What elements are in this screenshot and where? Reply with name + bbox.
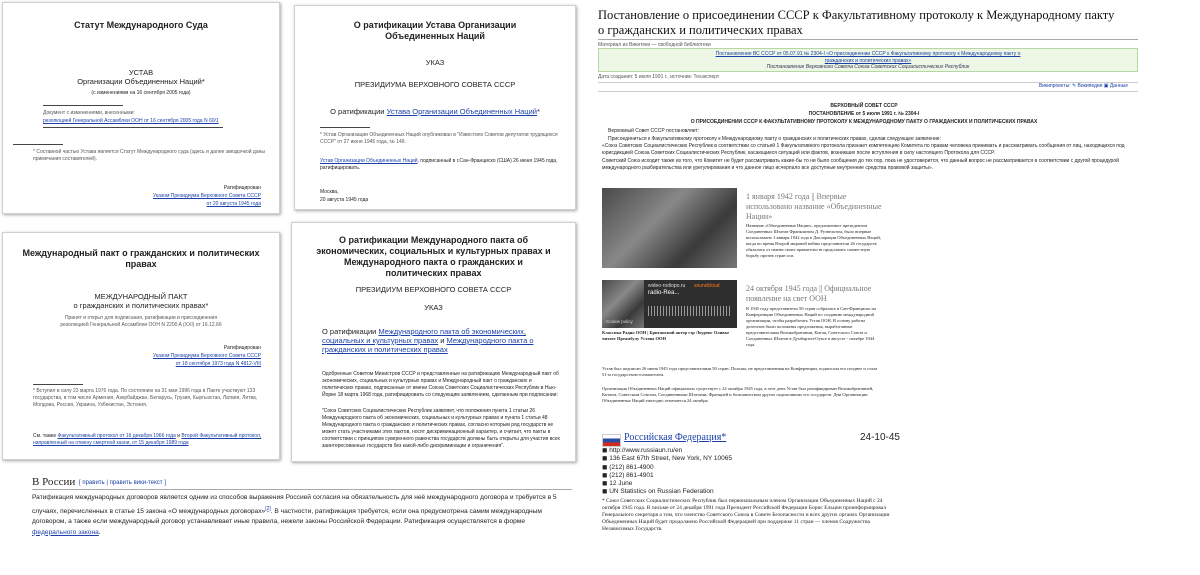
header-box (598, 48, 1138, 72)
footnote: * Вступил в силу 23 марта 1976 года. По состоянию на 31 мая 1996 года в Пакте участвуют 133 государства, в том числе Армения, Азербайджан, Беларусь, Грузия, Кыргызстан, Латвия, Литва, Молдова, Россия, Украина, Узбекистан, Эстония. (33, 388, 258, 408)
card-title: О ратификации Устава Организации Объединенных Наций (353, 20, 517, 41)
website-url[interactable]: http://www.russiaun.ru/en (609, 447, 683, 454)
calendar-icon: ◼ (602, 480, 610, 488)
national-day: 12 June (609, 480, 633, 488)
body-line-3: «Союз Советских Социалистических Республик в соответствии со статьей 1 Факультативного протокола признает компетенцию Комитета по правам человека принимать и рассматривать сообщения от лиц, находящихся под юрисдикцией Союза Советских Социалистических Республик, касающиеся ситуаций или фактов, возникших после вступления в силу настоящего Протокола для СССР. (602, 143, 1125, 156)
soundcloud-button[interactable]: soundcloud (694, 283, 720, 289)
document-card-covenants-ratification[interactable] (291, 222, 576, 462)
date-label: 20 августа 1945 года (320, 197, 369, 203)
body-line-2: Присоединиться к Факультативному протоколу к Международному пакту о гражданских и политических правах, сделав следующее заявление: (608, 136, 941, 142)
ratified-date-link[interactable]: от 18 сентября 1973 года N 4812-VIII (175, 361, 261, 367)
ukaz-label: УКАЗ (425, 58, 445, 67)
source-line: Материал из Викитеки — свободной библиотеки (598, 42, 711, 48)
cookie-policy-link[interactable]: Cookie policy (606, 319, 633, 324)
russia-flag-icon (602, 434, 621, 447)
globe-icon: ◼ (602, 447, 610, 454)
separator (33, 384, 83, 385)
charter-link[interactable]: Устава Организации Объединенных Наций (386, 107, 537, 116)
body-line-4: Советский Союз исходит также из того, что Комитет не будет рассматривать какие-бы то ни было сообщения до тех пор, пока не удостоверится, что данный вопрос не рассматривается в соответствии с другой процедурой международного разбирательства или урегулирования и что данное лицо исчерпало все доступные внутренние средства правовой защиты». (602, 158, 1119, 171)
doc-changes-label: Документ с изменениями, внесенными: (43, 110, 135, 116)
see-also-prefix: См. также (33, 433, 58, 439)
doc-heading-org: Организации Объединенных Наций* (77, 77, 205, 86)
city-label: Москва, (320, 189, 339, 195)
separator (320, 127, 370, 128)
doc-changes-link[interactable]: резолюцией Генеральной Ассамблеи ООН от 16 сентября 2005 года N 60/1 (43, 118, 219, 124)
separator (43, 127, 223, 128)
membership-date: 24-10-45 (859, 432, 900, 443)
membership-note: * Союз Советских Социалистических Республик был первоначальным членом Организации Объединенных Наций с 24 октября 1945 года. В письме от 24 декабря 1991 года Президент Российской Федерации Борис Ельцин проинформировал Генерального секретаря о том, что членство Советского Союза в Совете Безопасности и всех других органах Организации Объединенных Наций будет продолжено Российской Федерацией при поддержке 11 стран — членов Содружества Независимых Государств. (602, 498, 890, 532)
ratified-link[interactable]: Указом Президиума Верховного Совета СССР (152, 193, 261, 199)
footnote: * Составной частью Устава является Статут Международного суда (здесь и далее звездочкой даны примечания составителей). (33, 149, 265, 162)
location-icon: ◼ (602, 455, 610, 463)
waveform (648, 306, 732, 316)
text-part-1: Ратификация международных договоров является одним из способов выражения Россией согласия на обязательность для неё международного договора и требуется в 5 случаях, перечисленных в статье 15 закона «О международных договорах» (32, 494, 557, 515)
text-end: . (98, 528, 101, 536)
charter-body-link[interactable]: Устав Организации Объединенных Наций (320, 158, 418, 164)
text-part-2: . В частности, ратификация требуется, если она предусмотрена самим международным договором, а также если международный договор устанавливает иные правила, нежели законы Российской Федерации. Ратификация осуществляется в форме (32, 507, 542, 526)
body-paragraph-4: Организация Объединенных Наций официально существует с 24 октября 1945 года, в этот день Устав был ратифицирован Великобританией, Китаем, Советским Союзом, Соединенными Штатами, Францией и большинством других подписавших его государств. Дни Организации Объединенных Наций ежегодно отмечается 24 октября. (602, 386, 874, 403)
info-list (602, 447, 732, 497)
body-text (320, 158, 560, 172)
country-link[interactable]: Российская Федерация* (624, 432, 727, 443)
video-site: wideo-rodiopo.ru (648, 283, 686, 289)
paragraph-2: "Союз Советских Социалистических Республик заявляет, что положения пункта 1 статьи 26 Международного пакта об экономических, социальных и культурных правах и пункта 1 статьи 48 Международного пакта о гражданских и политических правах, согласно которым ряд государств не может стать участниками этих пактов, носят дискриминационный характер, и считает, что пакты в соответствии с принципом суверенного равенства государств должны быть открыты для участия всех заинтересованных государств без какой-либо дискриминации и ограничения". (322, 408, 561, 449)
ratification-suffix: * (536, 107, 540, 116)
phone-1: (212) 861-4900 (609, 463, 654, 471)
section-heading: В России (32, 476, 76, 488)
section-heading-1945: 24 октября 1945 года || Официальное появление на свет ООН (746, 284, 872, 303)
un-declaration-photo (602, 188, 737, 268)
section-edit-links[interactable]: [ править | править вики-текст ] (79, 480, 166, 486)
wikisource-page[interactable] (590, 2, 1198, 214)
created-line: Дата создания: 5 июля 1991 г., источник: Техэксперт (598, 74, 720, 80)
header-box-title[interactable]: Постановление ВС СССР от 05.07.91 № 2304-I «О присоединении СССР к Факультативному протоколу к Международному пакту о гражданских и политических правах» (715, 51, 1021, 64)
video-title: radio-Rea... (648, 290, 680, 296)
ratified-label: Ратифицирован (223, 185, 261, 191)
ratification-line (295, 107, 575, 116)
section-heading-1942: 1 января 1942 года || Впервые использовано название «Объединенные Нации» (746, 192, 882, 221)
doc-heading-ustav: УСТАВ (128, 68, 154, 77)
stats-link[interactable]: UN Statistics on Russian Federation (609, 488, 714, 496)
ratified-date-link[interactable]: от 20 августа 1945 года (206, 201, 261, 207)
un-history-article[interactable] (600, 186, 885, 411)
phone-row-1 (602, 464, 732, 472)
doc-heading-1: ВЕРХОВНЫЙ СОВЕТ СССР (830, 103, 898, 109)
website-row[interactable] (602, 447, 732, 455)
doc-heading-2: ПОСТАНОВЛЕНИЕ от 5 июля 1991 г. № 2304-I (808, 111, 920, 117)
doc-heading-pakt: МЕЖДУНАРОДНЫЙ ПАКТ (94, 292, 188, 301)
phone-2: (212) 861-4901 (609, 471, 654, 479)
ratification-mid: и (438, 336, 447, 345)
video-player[interactable] (602, 280, 737, 328)
ratification-prefix: О ратификации (322, 327, 379, 336)
ratification-prefix: О ратификации (330, 107, 387, 116)
national-day-row (602, 480, 732, 488)
see-also-mid: и (175, 433, 182, 439)
phone-row-2 (602, 472, 732, 480)
fax-icon: ◼ (602, 471, 610, 479)
section-body-1942: Название «Объединенные Нации», предложенное президентом Соединенных Штатов Франклином Д. Рузвельтом, было впервые использовано 1 января 1942 года в Декларации Объединенных Наций, когда во время Второй мировой войны представители 26 государств обязались от имени своих правительств продолжать совместную борьбу против стран оси. (746, 223, 881, 258)
second-protocol-link[interactable]: Второй Факультативный протокол, направленный на отмену смертной казни, от 15 декабря 1989 года (33, 433, 262, 446)
chart-icon: ◼ (602, 488, 610, 496)
footnote: * Устав Организации Объединенных Наций опубликован в "Известиях Советов депутатов трудящихся СССР" от 27 июня 1945 года, № 149. (320, 132, 558, 145)
doc-heading-amend: (с изменениями на 16 сентября 2005 года) (91, 90, 191, 96)
document-card-un-charter[interactable] (2, 2, 280, 214)
separator (598, 91, 1138, 92)
wikipedia-section-russia[interactable] (27, 473, 577, 543)
body-paragraph-3: Устав был подписан 26 июня 1945 года представителями 50 стран. Польша, не представленная на Конференции, подписала его позднее и стала 51-м государством-основателем. (602, 366, 878, 377)
federal-law-link[interactable]: федерального закона (32, 528, 99, 536)
adopted-text: Принят и открыт для подписания, ратификации и присоединения резолюцией Генеральной Ассамблеи ООН N 2200 A (XXI) от 16.12.66 (60, 315, 222, 328)
presidium-label: ПРЕЗИДИУМА ВЕРХОВНОГО СОВЕТА СССР (354, 80, 516, 89)
section-text (32, 493, 567, 538)
body-rest: , подписанный в г.Сан-Франциско (США) 26 июня 1945 года, ратифицировать. (320, 158, 558, 171)
stats-row[interactable] (602, 488, 732, 496)
economic-covenant-link[interactable]: Международного пакта об экономических, социальных и культурных правах (322, 327, 526, 345)
header-box-subtitle: Постановление Верховного Совета Союза Советских Социалистических Республик (766, 64, 970, 70)
un-member-card[interactable] (598, 428, 908, 540)
ratification-line (322, 327, 545, 354)
address-text: 136 East 67th Street, New York, NY 10065 (609, 455, 732, 463)
address-row (602, 455, 732, 463)
document-card-charter-ratification[interactable] (294, 5, 576, 210)
video-caption: Классика Радио ООН | Британский актер сэр Лоуренс Оливье читает Преамбулу Устава ООН (602, 330, 730, 341)
wikiprojects-links[interactable]: Википроекты: ✎ Википедия ▣ Данные (1038, 83, 1128, 89)
phone-icon: ◼ (602, 463, 610, 471)
doc-heading-rights: о гражданских и политических правах* (73, 301, 209, 310)
title-underline (598, 39, 1138, 40)
optional-protocol-link[interactable]: Факультативный протокол от 16 декабря 1966 года (57, 433, 176, 439)
document-card-covenant[interactable] (2, 232, 280, 460)
card-title: Международный пакт о гражданских и политических правах (22, 248, 260, 269)
separator (43, 105, 123, 106)
paragraph-1: Одобренные Советом Министров СССР и представленные на ратификацию Международный пакт об экономических, социальных и культурных правах и Международный пакт о гражданских и политических правах, подписанные от имени Союза Советских Социалистических Республик в Нью-Йорке 18 марта 1968 года, ратифицировать со следующим заявлением, сделанным при подписании: (322, 371, 559, 398)
ratified-link[interactable]: Указом Президиума Верховного Совета СССР (152, 353, 261, 359)
civil-covenant-link[interactable]: Международного пакта о гражданских и политических правах (322, 336, 534, 354)
see-also-line (33, 433, 268, 447)
doc-heading-3: О ПРИСОЕДИНЕНИИ СССР К ФАКУЛЬТАТИВНОМУ ПРОТОКОЛУ К МЕЖДУНАРОДНОМУ ПАКТУ О ГРАЖДАНСКИХ И ПОЛИТИЧЕСКИХ ПРАВАХ (690, 119, 1038, 125)
card-title: О ратификации Международного пакта об экономических, социальных и культурных правах и Международного пакта о гражданских и политических правах (316, 235, 551, 278)
card-title: Статут Международного Суда (74, 20, 208, 30)
section-body-1945: В 1945 году представители 50 стран собрались в Сан-Франциско на Конференцию Объединенных Наций по созданию международной организации, чтобы разработать Устав ООН. В основу работы делегатов были положены предложения, выработанные представителями Великобритании, Китая, Советского Союза и Соединенных Штатов в Думбартон-Оуксе в августе - октябре 1944 года. (746, 306, 876, 347)
ratified-label: Ратифицирован (223, 345, 261, 351)
separator (13, 144, 63, 145)
body-line-1: Верховный Совет СССР постановляет: (608, 128, 700, 134)
heading-underline (32, 489, 572, 490)
ukaz-label: УКАЗ (424, 303, 443, 312)
presidium-label: ПРЕЗИДИУМ ВЕРХОВНОГО СОВЕТА СССР (355, 285, 512, 294)
reference-link[interactable]: [2] (265, 505, 271, 512)
page-title: Постановление о присоединении СССР к Факультативному протоколу к Международному пакту о гражданских и политических правах (598, 8, 1115, 37)
